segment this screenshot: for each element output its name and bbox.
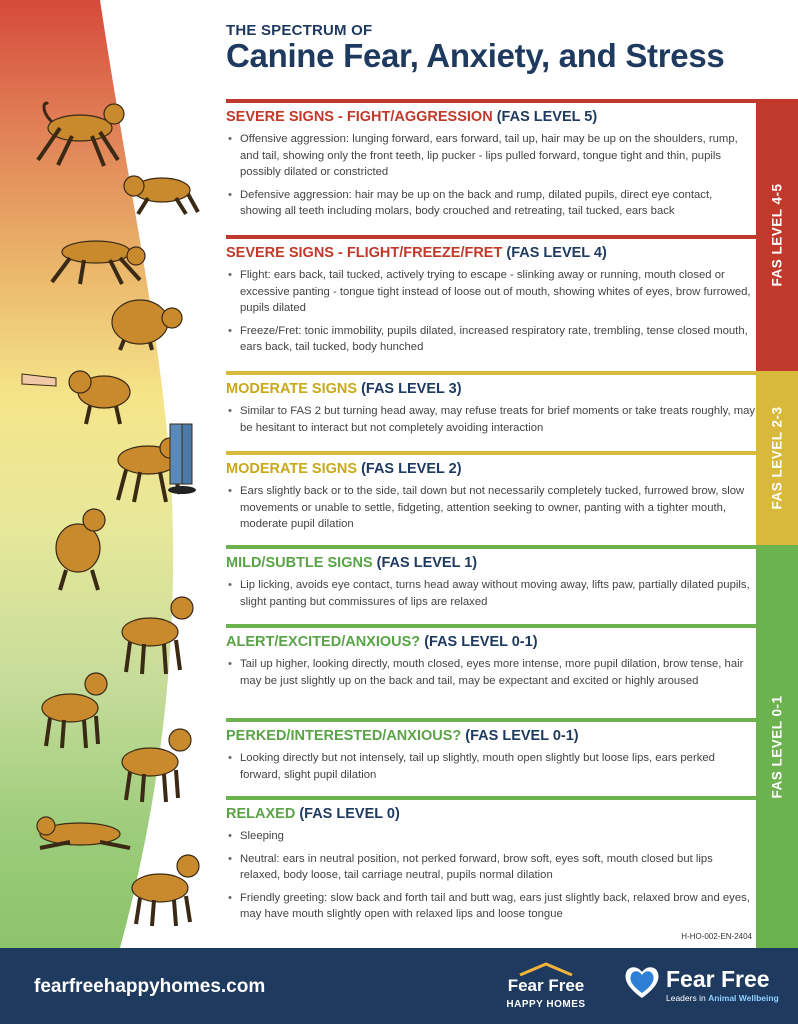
- document-code: H-HO-002-EN-2404: [681, 932, 752, 941]
- section-divider: [226, 235, 756, 239]
- section-fas-5: [226, 99, 756, 226]
- logo-subtitle: HAPPY HOMES: [506, 999, 586, 1010]
- dog-illustrations: [0, 0, 240, 948]
- section-heading: MODERATE SIGNS (FAS LEVEL 2): [226, 461, 462, 477]
- section-heading: MODERATE SIGNS (FAS LEVEL 3): [226, 381, 462, 397]
- list-item: • Flight: ears back, tail tucked, actively trying to escape - slinking away or running, mouth closed or excessive panting - tongue tight instead of loose out of mouth, showing whites of eyes, brow furrowed, pupils dilated: [240, 267, 756, 317]
- list-item: • Defensive aggression: hair may be up on the back and rump, dilated pupils, direct eye contact, showing all teeth including molars, body crouched and retreating, tail tucked, ears back: [240, 187, 756, 220]
- dog-illustration: [69, 371, 130, 424]
- page-header: [226, 22, 724, 75]
- dog-illustration: [52, 241, 145, 284]
- section-heading: PERKED/INTERESTED/ANXIOUS? (FAS LEVEL 0-1): [226, 728, 579, 744]
- fear-free-logo[interactable]: [622, 962, 782, 1012]
- dog-illustration: [124, 176, 198, 214]
- section-fas-1: [226, 545, 756, 616]
- section-heading: SEVERE SIGNS - FLIGHT/FREEZE/FRET (FAS LEVEL 4): [226, 245, 607, 261]
- list-item: • Similar to FAS 2 but turning head away, may refuse treats for brief moments or take treats roughly, may be hesitant to interact but not completely avoiding interaction: [240, 403, 756, 436]
- section-fas-0-1-perked: [226, 718, 756, 789]
- hand-icon: [22, 374, 56, 386]
- section-divider: [226, 99, 756, 103]
- page-title: Canine Fear, Anxiety, and Stress: [226, 37, 725, 74]
- section-fas-4: [226, 235, 756, 362]
- section-heading: ALERT/EXCITED/ANXIOUS? (FAS LEVEL 0-1): [226, 634, 538, 650]
- section-divider: [226, 371, 756, 375]
- person-legs: [168, 424, 196, 494]
- dog-illustration: [56, 509, 105, 590]
- list-item: • Lip licking, avoids eye contact, turns head away without moving away, lifts paw, partially dilated pupils, slight panting but commissures of lips are relaxed: [240, 577, 756, 610]
- section-heading: MILD/SUBTLE SIGNS (FAS LEVEL 1): [226, 555, 478, 571]
- dog-illustration: [38, 103, 124, 166]
- dog-illustration: [112, 300, 182, 350]
- section-heading: SEVERE SIGNS - FIGHT/AGGRESSION (FAS LEVEL 5): [226, 109, 598, 125]
- list-item: • Freeze/Fret: tonic immobility, pupils dilated, increased respiratory rate, trembling, tense closed mouth, ears back, tail tucked, body hunched: [240, 323, 756, 356]
- logo-name: Fear Free: [666, 966, 770, 992]
- section-divider: [226, 624, 756, 628]
- section-fas-3: [226, 371, 756, 442]
- roof-icon: [518, 962, 574, 976]
- footer: [0, 948, 798, 1024]
- dog-illustration: [42, 673, 107, 748]
- section-divider: [226, 718, 756, 722]
- logo-name: Fear Free: [507, 976, 585, 995]
- section-fas-2: [226, 451, 756, 539]
- logo-tagline: Leaders in Animal Wellbeing: [666, 993, 779, 1003]
- fear-free-happy-homes-logo[interactable]: [496, 962, 596, 1018]
- side-label-red: FAS LEVEL 4-5: [756, 99, 798, 371]
- section-heading: RELAXED (FAS LEVEL 0): [226, 806, 400, 822]
- dog-illustration: [122, 597, 193, 674]
- list-item: • Offensive aggression: lunging forward, ears forward, tail up, hair may be up on the shoulders, rump, and tail, showing only the front teeth, lip pucker - lips pulled forward, tongue tight and thin, pupils possibly dilated or constricted: [240, 131, 756, 181]
- list-item: • Friendly greeting: slow back and forth tail and butt wag, ears just slightly back, relaxed brow and eyes, may have mouth slightly open with relaxed lips and loose tongue: [240, 890, 756, 923]
- dog-illustration: [132, 855, 199, 926]
- section-divider: [226, 545, 756, 549]
- dog-illustration: [37, 817, 130, 848]
- section-fas-0: [226, 796, 756, 929]
- section-divider: [226, 796, 756, 800]
- dog-illustration: [122, 729, 191, 802]
- list-item: • Neutral: ears in neutral position, not perked forward, brow soft, eyes soft, mouth closed but lips relaxed, body loose, tail carriage neutral, pupils normal dilation: [240, 851, 756, 884]
- section-divider: [226, 451, 756, 455]
- heart-paw-icon: [622, 962, 662, 1002]
- side-label-green: FAS LEVEL 0-1: [756, 545, 798, 948]
- section-fas-0-1-alert: [226, 624, 756, 695]
- footer-url-link[interactable]: fearfreehappyhomes.com: [34, 976, 266, 997]
- side-label-yellow: FAS LEVEL 2-3: [756, 371, 798, 545]
- list-item: • Sleeping: [240, 828, 756, 845]
- list-item: • Looking directly but not intensely, tail up slightly, mouth open slightly but loose lips, ears perked forward, slight pupil dilation: [240, 750, 756, 783]
- list-item: • Tail up higher, looking directly, mouth closed, eyes more intense, more pupil dilation, brow tense, hair may be just slightly up on the back and tail, may be expectant and excited or highly aroused: [240, 656, 756, 689]
- header-kicker: THE SPECTRUM OF: [226, 22, 373, 39]
- list-item: • Ears slightly back or to the side, tail down but not necessarily completely tucked, furrowed brow, slow movements or unable to settle, fidgeting, attention seeking to owner, panting with a tighter mouth, moderate pupil dilation: [240, 483, 756, 533]
